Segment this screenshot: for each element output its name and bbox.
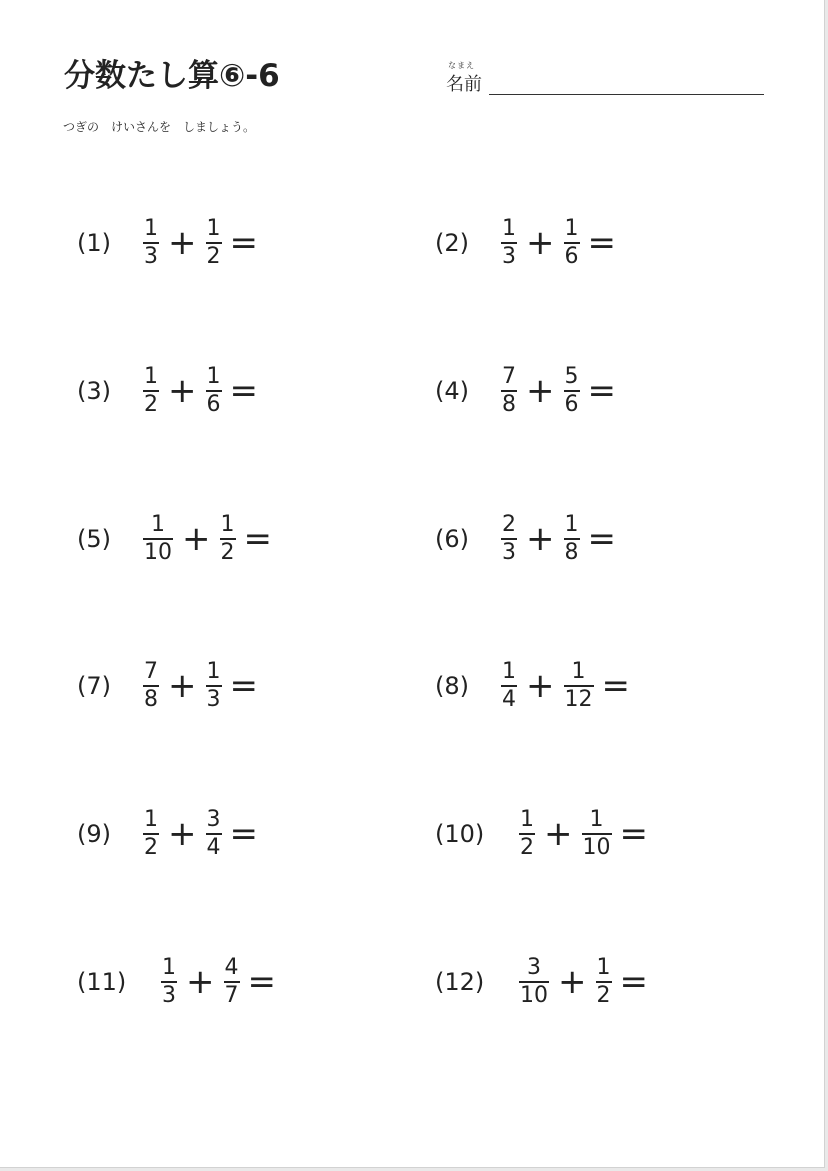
numerator: 1 — [596, 955, 611, 980]
numerator: 1 — [589, 807, 604, 832]
numerator: 5 — [564, 364, 579, 389]
problem-8 — [435, 656, 630, 716]
fraction-b — [220, 513, 236, 565]
equals-sign: = — [243, 519, 272, 559]
numerator: 1 — [144, 216, 158, 241]
fraction-a — [143, 808, 159, 860]
fraction-a — [519, 956, 549, 1008]
fraction-b — [564, 365, 580, 417]
fraction-a — [501, 513, 517, 565]
problem-5 — [77, 509, 272, 569]
fraction-b — [206, 808, 222, 860]
denominator: 12 — [564, 687, 593, 712]
denominator: 3 — [162, 983, 176, 1008]
fraction-a — [501, 660, 517, 712]
denominator: 2 — [144, 835, 158, 860]
numerator: 3 — [206, 807, 221, 832]
denominator: 4 — [502, 687, 516, 712]
denominator: 2 — [144, 392, 158, 417]
problem-number: (8) — [435, 672, 469, 700]
numerator: 1 — [502, 216, 516, 241]
denominator: 8 — [564, 540, 579, 565]
fraction-b — [564, 217, 580, 269]
problem-9 — [77, 804, 258, 864]
numerator: 1 — [206, 364, 221, 389]
plus-sign: + — [544, 814, 573, 854]
fraction-a — [501, 217, 517, 269]
equals-sign: = — [601, 666, 630, 706]
numerator: 1 — [220, 512, 235, 537]
problem-number: (2) — [435, 229, 469, 257]
plus-sign: + — [526, 371, 555, 411]
denominator: 10 — [582, 835, 611, 860]
equals-sign: = — [229, 814, 258, 854]
numerator: 7 — [502, 364, 516, 389]
fraction-a — [519, 808, 535, 860]
numerator: 2 — [502, 512, 516, 537]
numerator: 1 — [520, 807, 534, 832]
fraction-a — [161, 956, 177, 1008]
denominator: 8 — [502, 392, 516, 417]
denominator: 3 — [206, 687, 221, 712]
problem-3 — [77, 361, 258, 421]
fraction-b — [564, 660, 594, 712]
fraction-b — [206, 217, 222, 269]
plus-sign: + — [168, 371, 197, 411]
plus-sign: + — [182, 519, 211, 559]
denominator: 2 — [520, 835, 534, 860]
denominator: 10 — [144, 540, 172, 565]
denominator: 2 — [206, 244, 221, 269]
problem-12 — [435, 952, 648, 1012]
problem-number: (7) — [77, 672, 111, 700]
numerator: 1 — [571, 659, 586, 684]
denominator: 3 — [144, 244, 158, 269]
denominator: 8 — [144, 687, 158, 712]
name-write-line[interactable] — [489, 94, 764, 95]
plus-sign: + — [526, 666, 555, 706]
denominator: 2 — [596, 983, 611, 1008]
equals-sign: = — [587, 371, 616, 411]
equals-sign: = — [229, 223, 258, 263]
numerator: 1 — [564, 216, 579, 241]
numerator: 1 — [144, 807, 158, 832]
numerator: 3 — [527, 955, 541, 980]
denominator: 6 — [206, 392, 221, 417]
equals-sign: = — [619, 814, 648, 854]
fraction-b — [596, 956, 612, 1008]
problem-2 — [435, 213, 616, 273]
equals-sign: = — [587, 223, 616, 263]
fraction-a — [501, 365, 517, 417]
fraction-b — [224, 956, 240, 1008]
fraction-b — [206, 365, 222, 417]
plus-sign: + — [168, 814, 197, 854]
equals-sign: = — [229, 371, 258, 411]
plus-sign: + — [526, 223, 555, 263]
equals-sign: = — [587, 519, 616, 559]
numerator: 1 — [206, 659, 221, 684]
denominator: 2 — [220, 540, 235, 565]
problem-4 — [435, 361, 616, 421]
problem-number: (3) — [77, 377, 111, 405]
fraction-b — [564, 513, 580, 565]
fraction-b — [206, 660, 222, 712]
numerator: 1 — [502, 659, 516, 684]
numerator: 1 — [151, 512, 165, 537]
numerator: 7 — [144, 659, 158, 684]
denominator: 4 — [206, 835, 221, 860]
equals-sign: = — [619, 962, 648, 1002]
problem-number: (9) — [77, 820, 111, 848]
denominator: 6 — [564, 392, 579, 417]
denominator: 3 — [502, 244, 516, 269]
equals-sign: = — [229, 666, 258, 706]
problem-10 — [435, 804, 648, 864]
numerator: 4 — [224, 955, 239, 980]
problem-number: (12) — [435, 968, 485, 996]
problem-number: (11) — [77, 968, 127, 996]
denominator: 3 — [502, 540, 516, 565]
worksheet-title: 分数たし算⑥-6 — [64, 58, 280, 94]
problem-number: (10) — [435, 820, 485, 848]
numerator: 1 — [206, 216, 221, 241]
problem-7 — [77, 656, 258, 716]
instruction-text: つぎの けいさんを しましょう。 — [63, 120, 256, 134]
problem-number: (5) — [77, 525, 111, 553]
name-label: 名前 — [446, 74, 482, 95]
problem-6 — [435, 509, 616, 569]
numerator: 1 — [162, 955, 176, 980]
fraction-a — [143, 217, 159, 269]
denominator: 7 — [224, 983, 239, 1008]
problem-number: (4) — [435, 377, 469, 405]
plus-sign: + — [526, 519, 555, 559]
numerator: 1 — [564, 512, 579, 537]
problem-number: (6) — [435, 525, 469, 553]
fraction-b — [582, 808, 612, 860]
problem-number: (1) — [77, 229, 111, 257]
problem-11 — [77, 952, 276, 1012]
equals-sign: = — [247, 962, 276, 1002]
name-ruby: なまえ — [448, 61, 475, 70]
denominator: 10 — [520, 983, 548, 1008]
problem-1 — [77, 213, 258, 273]
fraction-a — [143, 513, 173, 565]
plus-sign: + — [168, 223, 197, 263]
name-field — [446, 60, 766, 100]
plus-sign: + — [168, 666, 197, 706]
denominator: 6 — [564, 244, 579, 269]
plus-sign: + — [558, 962, 587, 1002]
plus-sign: + — [186, 962, 215, 1002]
fraction-a — [143, 365, 159, 417]
fraction-a — [143, 660, 159, 712]
numerator: 1 — [144, 364, 158, 389]
